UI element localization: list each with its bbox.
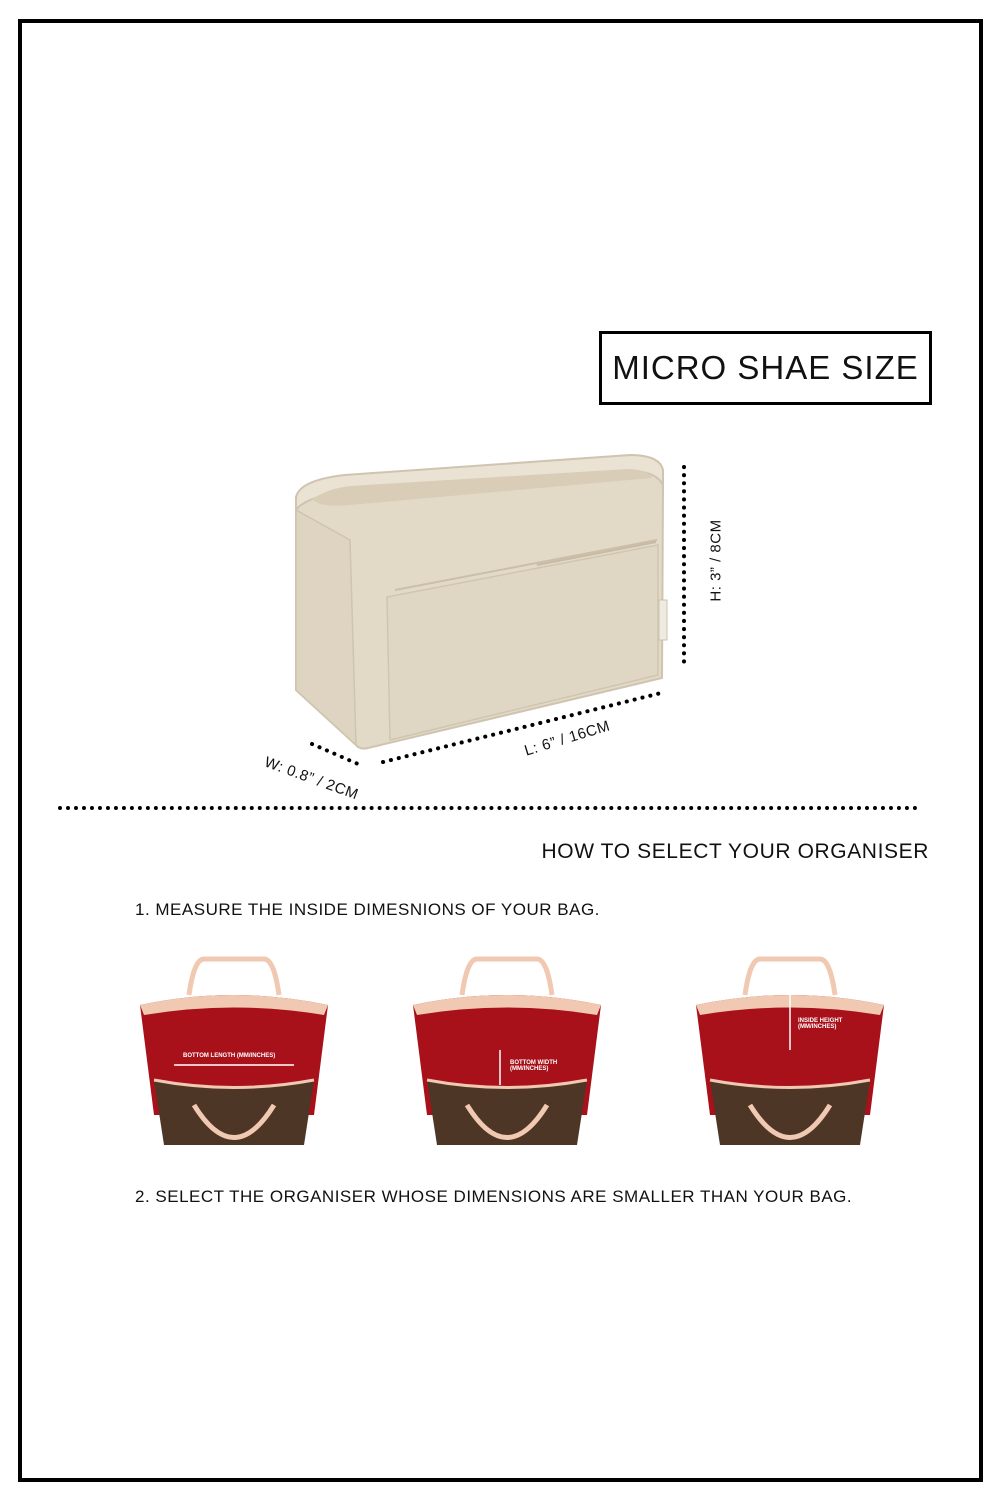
- bag-2-label: BOTTOM WIDTH (MM/INCHES): [510, 1060, 558, 1072]
- side-panel: [296, 510, 356, 745]
- dotted-divider: [58, 806, 918, 810]
- bag-1-label: BOTTOM LENGTH (MM/INCHES): [183, 1053, 276, 1059]
- size-title: MICRO SHAE SIZE: [599, 331, 932, 405]
- step-1-text: 1. MEASURE THE INSIDE DIMESNIONS OF YOUR BAG.: [135, 900, 600, 919]
- width-label: W: 0.8” / 2CM: [262, 753, 361, 804]
- guide-heading: HOW TO SELECT YOUR ORGANISER: [541, 840, 929, 863]
- bag-width-image: [407, 955, 607, 1160]
- bag-3-label: INSIDE HEIGHT (MM/INCHES): [798, 1018, 843, 1030]
- width-dotted-line: [312, 744, 358, 764]
- step-2-text: 2. SELECT THE ORGANISER WHOSE DIMENSIONS ARE SMALLER THAN YOUR BAG.: [135, 1187, 853, 1206]
- brand-tag: [659, 600, 667, 640]
- bag-height-image: [690, 955, 890, 1160]
- length-label: L: 6” / 16CM: [522, 717, 613, 760]
- height-label: H: 3” / 8CM: [707, 519, 725, 602]
